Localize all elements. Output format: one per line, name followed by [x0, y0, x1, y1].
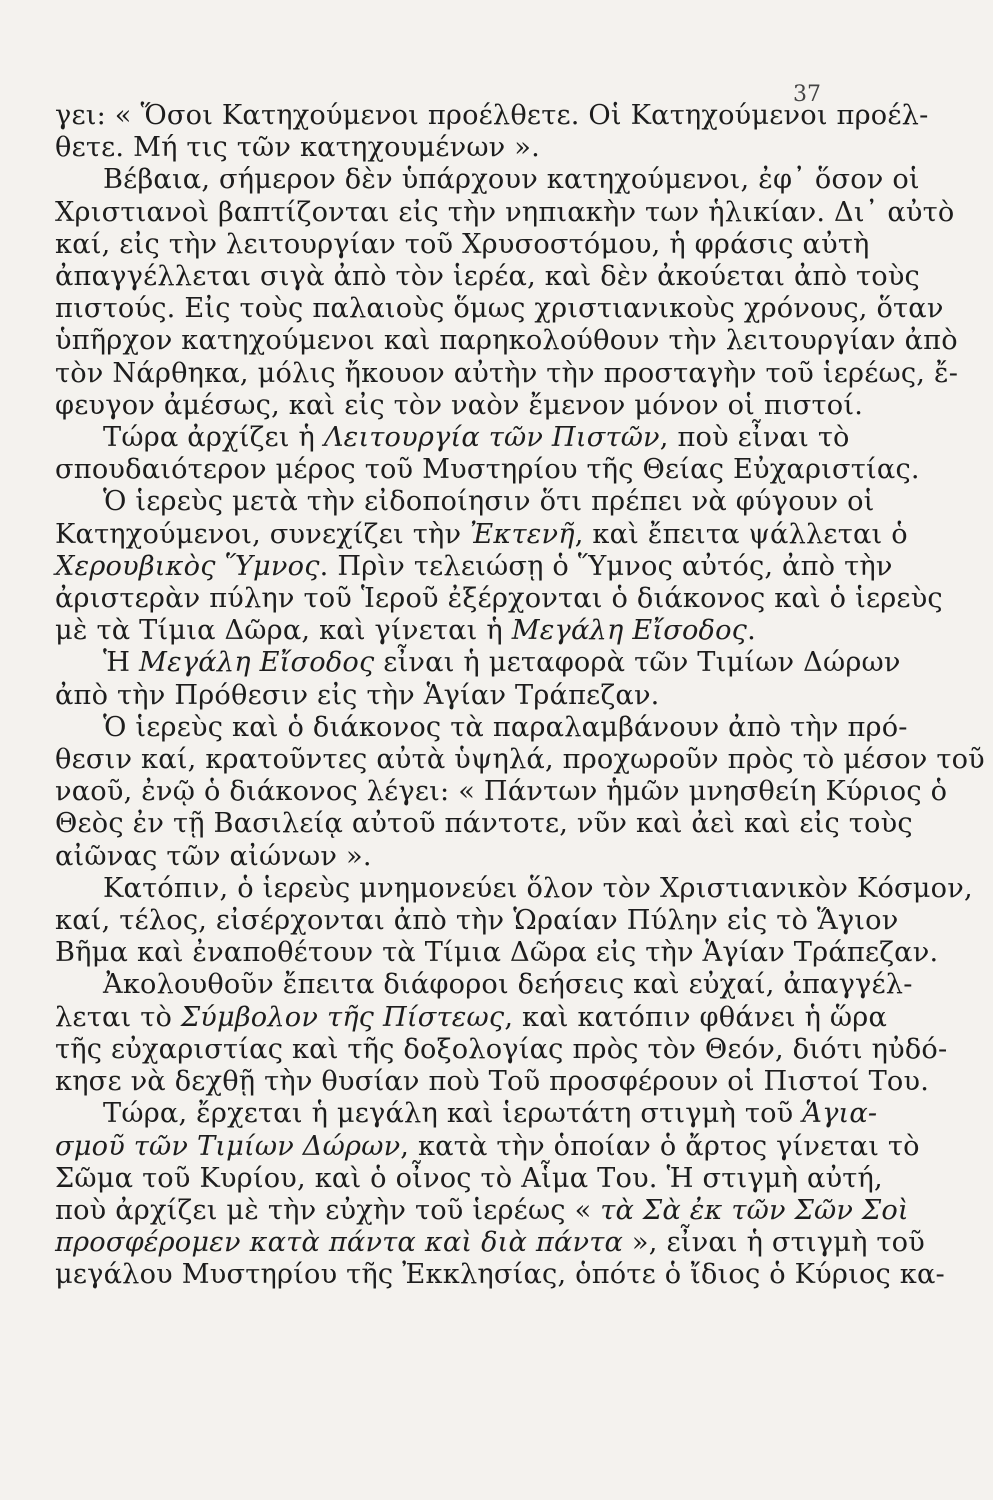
text-segment: Κατηχούμενοι, συνεχίζει τὴν — [55, 518, 471, 550]
text-line — [55, 776, 948, 808]
text-segment: Χριστιανοὶ βαπτίζονται εἰς τὴν νηπιακὴν των ἡλικίαν. Δι᾿ αὐτὸ — [55, 196, 955, 228]
text-segment: ἀπαγγέλλεται σιγὰ ἀπὸ τὸν ἱερέα, καὶ δὲν ἀκούεται ἀπὸ τοὺς — [55, 261, 920, 293]
text-segment: εἶναι ἡ μεταφορὰ τῶν Τιμίων Δώρων — [374, 647, 901, 679]
text-line — [55, 615, 823, 647]
text-segment: Ἡ — [103, 647, 140, 679]
text-line — [55, 454, 920, 486]
body-text — [55, 100, 985, 1292]
text-segment: πιστούς. Εἰς τοὺς παλαιοὺς ὅμως χριστιανικοὺς χρόνους, ὅταν — [55, 293, 944, 325]
italic-text: σμοῦ τῶν Τιμίων Δώρων — [55, 1130, 401, 1162]
text-segment: ἀριστερὰν πύλην τοῦ Ἱεροῦ ἐξέρχονται ὁ διάκονος καὶ ὁ ἱερεὺς — [55, 583, 943, 615]
text-line — [55, 518, 908, 551]
text-line — [55, 937, 939, 969]
page-number: 37 — [793, 82, 821, 107]
text-segment: ἀπὸ τὴν Πρόθεσιν εἰς τὴν Ἁγίαν Τράπεζαν. — [55, 679, 660, 711]
text-segment: μὲ τὰ Τίμια Δῶρα, καὶ γίνεται ἡ — [55, 615, 512, 647]
text-line — [55, 1194, 909, 1227]
text-segment: θεσιν καί, κρατοῦντες αὐτὰ ὑψηλά, προχωροῦν πρὸς τὸ μέσον τοῦ — [55, 744, 985, 776]
text-segment: μεγάλου Μυστηρίου τῆς Ἐκκλησίας, ὁπότε ὁ ἴδιος ὁ Κύριος κα- — [55, 1259, 945, 1291]
text-segment: . Πρὶν τελειώσῃ ὁ Ὕμνος αὐτός, ἀπὸ τὴν — [319, 550, 893, 582]
text-line — [55, 744, 985, 776]
text-segment: Ὁ ἱερεὺς καὶ ὁ διάκονος τὰ παραλαμβάνουν ἀπὸ τὴν πρό- — [103, 711, 908, 743]
italic-text: Λειτουργία τῶν Πιστῶν — [323, 422, 660, 454]
text-line — [55, 293, 944, 325]
italic-text: Χερουβικὸς Ὕμνος — [55, 550, 320, 582]
text-line — [55, 100, 929, 132]
text-line — [55, 550, 893, 583]
text-segment: λεται τὸ — [55, 1001, 181, 1033]
text-line — [55, 1227, 925, 1259]
text-segment: τὸν Νάρθηκα, μόλις ἤκουον αὐτὴν τὴν προσταγὴν τοῦ ἱερέως, ἔ- — [55, 357, 959, 389]
text-segment: Βῆμα καὶ ἐναποθέτουν τὰ Τίμια Δῶρα εἰς τὴν Ἁγίαν Τράπεζαν. — [55, 937, 939, 969]
text-segment: τῆς εὐχαριστίας καὶ τῆς δοξολογίας πρὸς τὸν Θεόν, διότι ηὐδό- — [55, 1033, 948, 1065]
text-segment: Τώρα ἀρχίζει ἡ — [103, 422, 324, 454]
text-line — [55, 422, 850, 454]
text-segment: κησε νὰ δεχθῇ τὴν θυσίαν ποὺ Τοῦ προσφέρουν οἱ Πιστοί Του. — [55, 1066, 930, 1098]
text-line — [55, 325, 958, 357]
text-segment: », εἶναι ἡ στιγμὴ τοῦ — [623, 1227, 925, 1259]
text-segment: Τώρα, ἔρχεται ἡ μεγάλη καὶ ἱερωτάτη στιγμὴ τοῦ — [103, 1098, 803, 1130]
text-line — [55, 583, 943, 615]
text-segment: φευγον ἀμέσως, καὶ εἰς τὸν ναὸν ἔμενον μόνον οἱ πιστοί. — [55, 389, 864, 421]
text-segment: καί, εἰς τὴν λειτουργίαν τοῦ Χρυσοστόμου, ἡ φράσις αὐτὴ — [55, 228, 870, 260]
italic-text: Μεγάλη Εἴσοδος — [511, 615, 748, 647]
text-line — [55, 1259, 945, 1291]
italic-text: Μεγάλη Εἴσοδος — [139, 647, 375, 679]
text-line — [55, 196, 955, 229]
text-line — [55, 1066, 930, 1098]
text-segment: θετε. Μή τις τῶν κατηχουμένων ». — [55, 132, 540, 164]
text-line — [55, 969, 913, 1001]
text-line — [55, 1130, 920, 1163]
text-segment: Βέβαια, σήμερον δὲν ὑπάρχουν κατηχούμενοι, ἐφ᾿ ὅσον οἱ — [103, 164, 920, 196]
text-segment: , κατὰ τὴν ὁποίαν ὁ ἄρτος γίνεται τὸ — [400, 1130, 920, 1162]
text-line — [55, 164, 920, 196]
text-line — [55, 680, 823, 712]
text-line — [55, 1162, 883, 1195]
text-line — [55, 389, 864, 422]
italic-text: Ἐκτενῆ — [470, 518, 575, 550]
text-segment: Ὁ ἱερεὺς μετὰ τὴν εἰδοποίησιν ὅτι πρέπει νὰ φύγουν οἱ — [103, 486, 875, 518]
text-line — [55, 808, 913, 840]
text-line — [55, 711, 908, 744]
text-line — [55, 1001, 888, 1034]
text-segment: σπουδαιότερον μέρος τοῦ Μυστηρίου τῆς Θείας Εὐχαριστίας. — [55, 454, 920, 486]
italic-text: Ἁγια- — [802, 1098, 878, 1130]
text-line — [55, 261, 920, 293]
text-segment: . — [747, 615, 756, 647]
text-segment: γει: « Ὅσοι Κατηχούμενοι προέλθετε. Οἱ Κατηχούμενοι προέλ- — [55, 100, 929, 131]
text-line — [55, 228, 870, 261]
italic-text: Σύμβολον τῆς Πίστεως — [180, 1001, 505, 1033]
text-segment: ὑπῆρχον κατηχούμενοι καὶ παρηκολούθουν τὴν λειτουργίαν ἀπὸ — [55, 325, 958, 357]
text-segment: Θεὸς ἐν τῇ Βασιλείᾳ αὐτοῦ πάντοτε, νῦν καὶ ἀεὶ καὶ εἰς τοὺς — [55, 808, 913, 840]
text-line — [55, 486, 875, 518]
text-segment: , καὶ ἔπειτα ψάλλεται ὁ — [574, 518, 908, 550]
text-line — [55, 872, 973, 905]
text-segment: ναοῦ, ἐνῷ ὁ διάκονος λέγει: « Πάντων ἡμῶν μνησθείη Κύριος ὁ — [55, 776, 948, 808]
text-line — [55, 1098, 878, 1130]
text-line — [55, 132, 823, 164]
text-segment: Σῶμα τοῦ Κυρίου, καὶ ὁ οἶνος τὸ Αἷμα Του. Ἡ στιγμὴ αὐτή, — [55, 1162, 883, 1194]
text-line — [55, 841, 823, 873]
italic-text: τὰ Σὰ ἐκ τῶν Σῶν Σοὶ — [600, 1194, 909, 1226]
text-segment: , καὶ κατόπιν φθάνει ἡ ὥρα — [504, 1001, 888, 1033]
text-line — [55, 357, 959, 390]
text-segment: αἰῶνας τῶν αἰώνων ». — [55, 840, 372, 872]
text-segment: ποὺ ἀρχίζει μὲ τὴν εὐχὴν τοῦ ἱερέως « — [55, 1194, 601, 1226]
text-segment: , ποὺ εἶναι τὸ — [659, 422, 850, 454]
text-line — [55, 1033, 948, 1066]
text-line — [55, 647, 901, 679]
text-segment: Ἀκολουθοῦν ἔπειτα διάφοροι δεήσεις καὶ εὐχαί, ἀπαγγέλ- — [103, 969, 913, 1001]
text-line — [55, 905, 899, 937]
text-segment: καί, τέλος, εἰσέρχονται ἀπὸ τὴν Ὡραίαν Πύλην εἰς τὸ Ἅγιον — [55, 905, 899, 937]
text-segment: Κατόπιν, ὁ ἱερεὺς μνημονεύει ὅλον τὸν Χριστιανικὸν Κόσμον, — [103, 872, 973, 904]
italic-text: προσφέρομεν κατὰ πάντα καὶ διὰ πάντα — [55, 1227, 624, 1259]
